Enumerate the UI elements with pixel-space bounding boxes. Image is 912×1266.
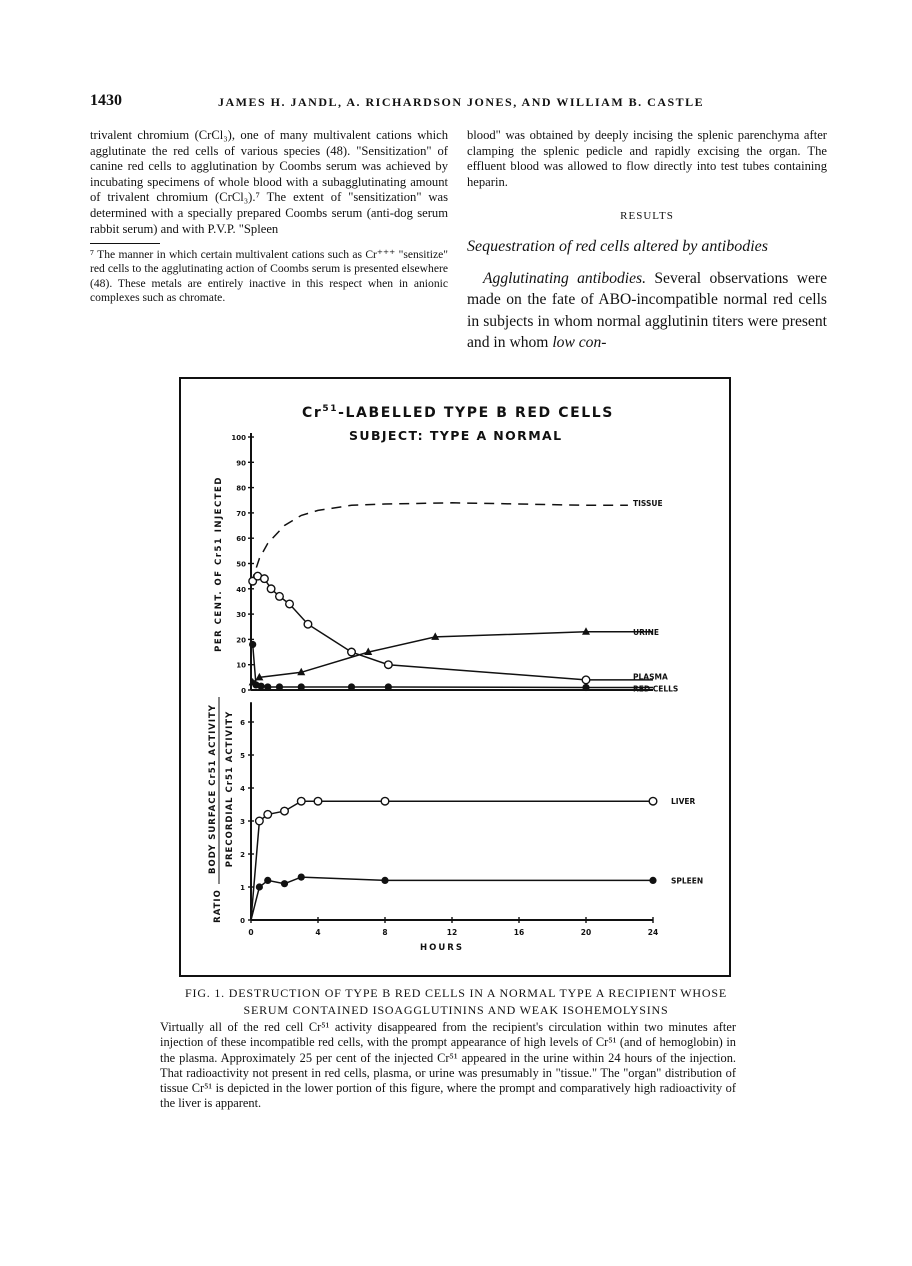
series-label-liver: LIVER bbox=[671, 797, 696, 807]
top-y-tick-label: 60 bbox=[236, 535, 246, 544]
point-plasma bbox=[286, 600, 294, 608]
series-liver-line bbox=[251, 801, 653, 920]
subheading: Sequestration of red cells altered by antibodies bbox=[467, 237, 768, 255]
bottom-y-tick-label: 4 bbox=[240, 785, 245, 793]
bottom-y-tick-label: 5 bbox=[240, 752, 245, 760]
point-plasma bbox=[304, 620, 312, 628]
point-liver bbox=[381, 797, 389, 805]
top-y-tick-label: 10 bbox=[236, 661, 246, 670]
point-spleen bbox=[256, 883, 263, 890]
bottom-y-tick-label: 0 bbox=[240, 917, 245, 925]
point-red-cells bbox=[298, 683, 305, 690]
point-liver bbox=[297, 797, 305, 805]
x-tick-label: 20 bbox=[580, 928, 592, 937]
bottom-y-label-bottom: PRECORDIAL Cr51 ACTIVITY bbox=[225, 710, 235, 868]
point-liver bbox=[649, 797, 657, 805]
point-spleen bbox=[264, 877, 271, 884]
top-y-tick-label: 20 bbox=[236, 636, 246, 645]
caption-body: Virtually all of the red cell Cr⁵¹ activity disappeared from the recipient's circulation within two minutes after injection of these incompatible red cells, with the prompt appearance of high levels of Cr⁵¹ (and of hemoglobin) in the plasma. Approximately 25 per cent of the injected Cr⁵¹ appeared in the urine within 24 hours of the injection. That radioactivity not present in red cells, plasma, or urine was presumably in "tissue." The "organ" distribution of tissue Cr⁵¹ is depicted in the lower portion of this figure, where the prompt and comparatively high radioactivity of the liver is apparent. bbox=[160, 1020, 736, 1111]
series-urine-line bbox=[253, 632, 653, 683]
point-spleen bbox=[649, 877, 656, 884]
x-tick-label: 0 bbox=[248, 928, 254, 937]
body-lead: Agglutinating antibodies. bbox=[483, 269, 647, 287]
left-column bbox=[90, 128, 448, 305]
top-y-tick-label: 100 bbox=[231, 434, 246, 442]
series-label-spleen: SPLEEN bbox=[671, 876, 704, 886]
series-red-cells-line bbox=[253, 645, 653, 688]
x-tick-label: 12 bbox=[446, 928, 458, 937]
caption-title-line-2: SERUM CONTAINED ISOAGGLUTININS AND WEAK ISOHEMOLYSINS bbox=[243, 1003, 669, 1017]
point-red-cells bbox=[264, 683, 271, 690]
bottom-y-label-top: BODY SURFACE Cr51 ACTIVITY bbox=[208, 704, 218, 874]
point-liver bbox=[314, 797, 322, 805]
point-plasma bbox=[582, 676, 590, 684]
x-tick-label: 4 bbox=[315, 928, 321, 937]
point-red-cells bbox=[385, 683, 392, 690]
point-liver bbox=[264, 811, 272, 819]
section-heading: RESULTS bbox=[620, 210, 674, 223]
x-tick-label: 24 bbox=[647, 928, 659, 937]
caption-title-line-1: FIG. 1. DESTRUCTION OF TYPE B RED CELLS IN A NORMAL TYPE A RECIPIENT WHOSE bbox=[185, 986, 727, 1000]
footnote: ⁷ The manner in which certain multivalent cations such as Cr⁺⁺⁺ "sensitize" red cells to the agglutinating action of Coombs serum is presented elsewhere (48). These metals are entirely inactive in this respect when in anionic complexes such as chromate. bbox=[90, 248, 448, 304]
left-paragraph: trivalent chromium (CrCl₃), one of many multivalent cations which agglutinate the red cells of various species (48). "Sensitization" of canine red cells to agglutination by Coombs serum was achieved by incubating specimens of whole blood with a subagglutinating amount of trivalent chromium (CrCl₃).⁷ The extent of "sensitization" was determined with a specially prepared Coombs serum (anti-dog serum rabbit serum) and with P.V.P. "Spleen bbox=[90, 128, 448, 236]
series-plasma-line bbox=[253, 576, 653, 680]
top-y-tick-label: 70 bbox=[236, 509, 246, 518]
running-head: JAMES H. JANDL, A. RICHARDSON JONES, AND WILLIAM B. CASTLE bbox=[218, 95, 705, 109]
caption-title bbox=[120, 985, 792, 1019]
point-plasma bbox=[348, 648, 356, 656]
series-label-urine: URINE bbox=[633, 627, 660, 637]
x-axis-label: HOURS bbox=[420, 943, 464, 953]
bottom-y-tick-label: 6 bbox=[240, 719, 245, 727]
chart-subtitle: SUBJECT: TYPE A NORMAL bbox=[349, 428, 563, 443]
right-column bbox=[467, 128, 827, 354]
right-paragraph: blood" was obtained by deeply incising the splenic parenchyma after clamping the splenic pedicle and rapidly excising the organ. The effluent blood was allowed to flow directly into test tubes containing heparin. bbox=[467, 128, 827, 189]
top-y-tick-label: 30 bbox=[236, 611, 246, 620]
point-liver bbox=[256, 817, 264, 825]
series-label-tissue: TISSUE bbox=[633, 498, 663, 508]
top-y-tick-label: 50 bbox=[236, 560, 246, 569]
series-spleen-line bbox=[251, 877, 653, 920]
series-label-plasma: PLASMA bbox=[633, 672, 668, 682]
figure-1 bbox=[179, 377, 731, 977]
point-red-cells bbox=[257, 683, 264, 690]
series-tissue-line bbox=[251, 503, 628, 584]
figure-chart bbox=[181, 379, 729, 975]
point-plasma bbox=[385, 661, 393, 669]
top-y-tick-label: 0 bbox=[241, 687, 246, 695]
footnote-rule bbox=[90, 243, 160, 244]
top-y-axis-label: PER CENT. OF Cr51 INJECTED bbox=[214, 476, 224, 652]
x-tick-label: 16 bbox=[513, 928, 525, 937]
body-text: Several observations were made on the fate of ABO-incompatible normal red cells in subjects in whom normal agglutinin titers were present and in whom bbox=[467, 269, 827, 352]
point-spleen bbox=[281, 880, 288, 887]
point-plasma bbox=[267, 585, 275, 593]
point-plasma bbox=[261, 575, 269, 583]
bottom-y-tick-label: 3 bbox=[240, 818, 245, 826]
top-y-tick-label: 40 bbox=[236, 585, 246, 594]
bottom-y-tick-label: 2 bbox=[240, 851, 245, 859]
bottom-y-tick-label: 1 bbox=[240, 884, 245, 892]
point-spleen bbox=[298, 874, 305, 881]
page-number: 1430 bbox=[90, 92, 122, 109]
chart-title: Cr$^{51}$-LABELLED TYPE B RED CELLS bbox=[302, 404, 614, 421]
point-liver bbox=[281, 807, 289, 815]
x-tick-label: 8 bbox=[382, 928, 388, 937]
point-red-cells bbox=[249, 641, 256, 648]
point-red-cells bbox=[348, 683, 355, 690]
page-header bbox=[90, 92, 810, 114]
point-red-cells bbox=[582, 684, 589, 691]
results-body bbox=[467, 268, 827, 354]
point-plasma bbox=[276, 593, 284, 601]
point-spleen bbox=[381, 877, 388, 884]
body-tail: low con- bbox=[552, 334, 607, 352]
bottom-y-label-prefix: RATIO bbox=[213, 889, 223, 923]
point-red-cells bbox=[276, 683, 283, 690]
top-y-tick-label: 80 bbox=[236, 484, 246, 493]
series-label-red-cells: RED CELLS bbox=[633, 684, 679, 694]
top-y-tick-label: 90 bbox=[236, 459, 246, 468]
